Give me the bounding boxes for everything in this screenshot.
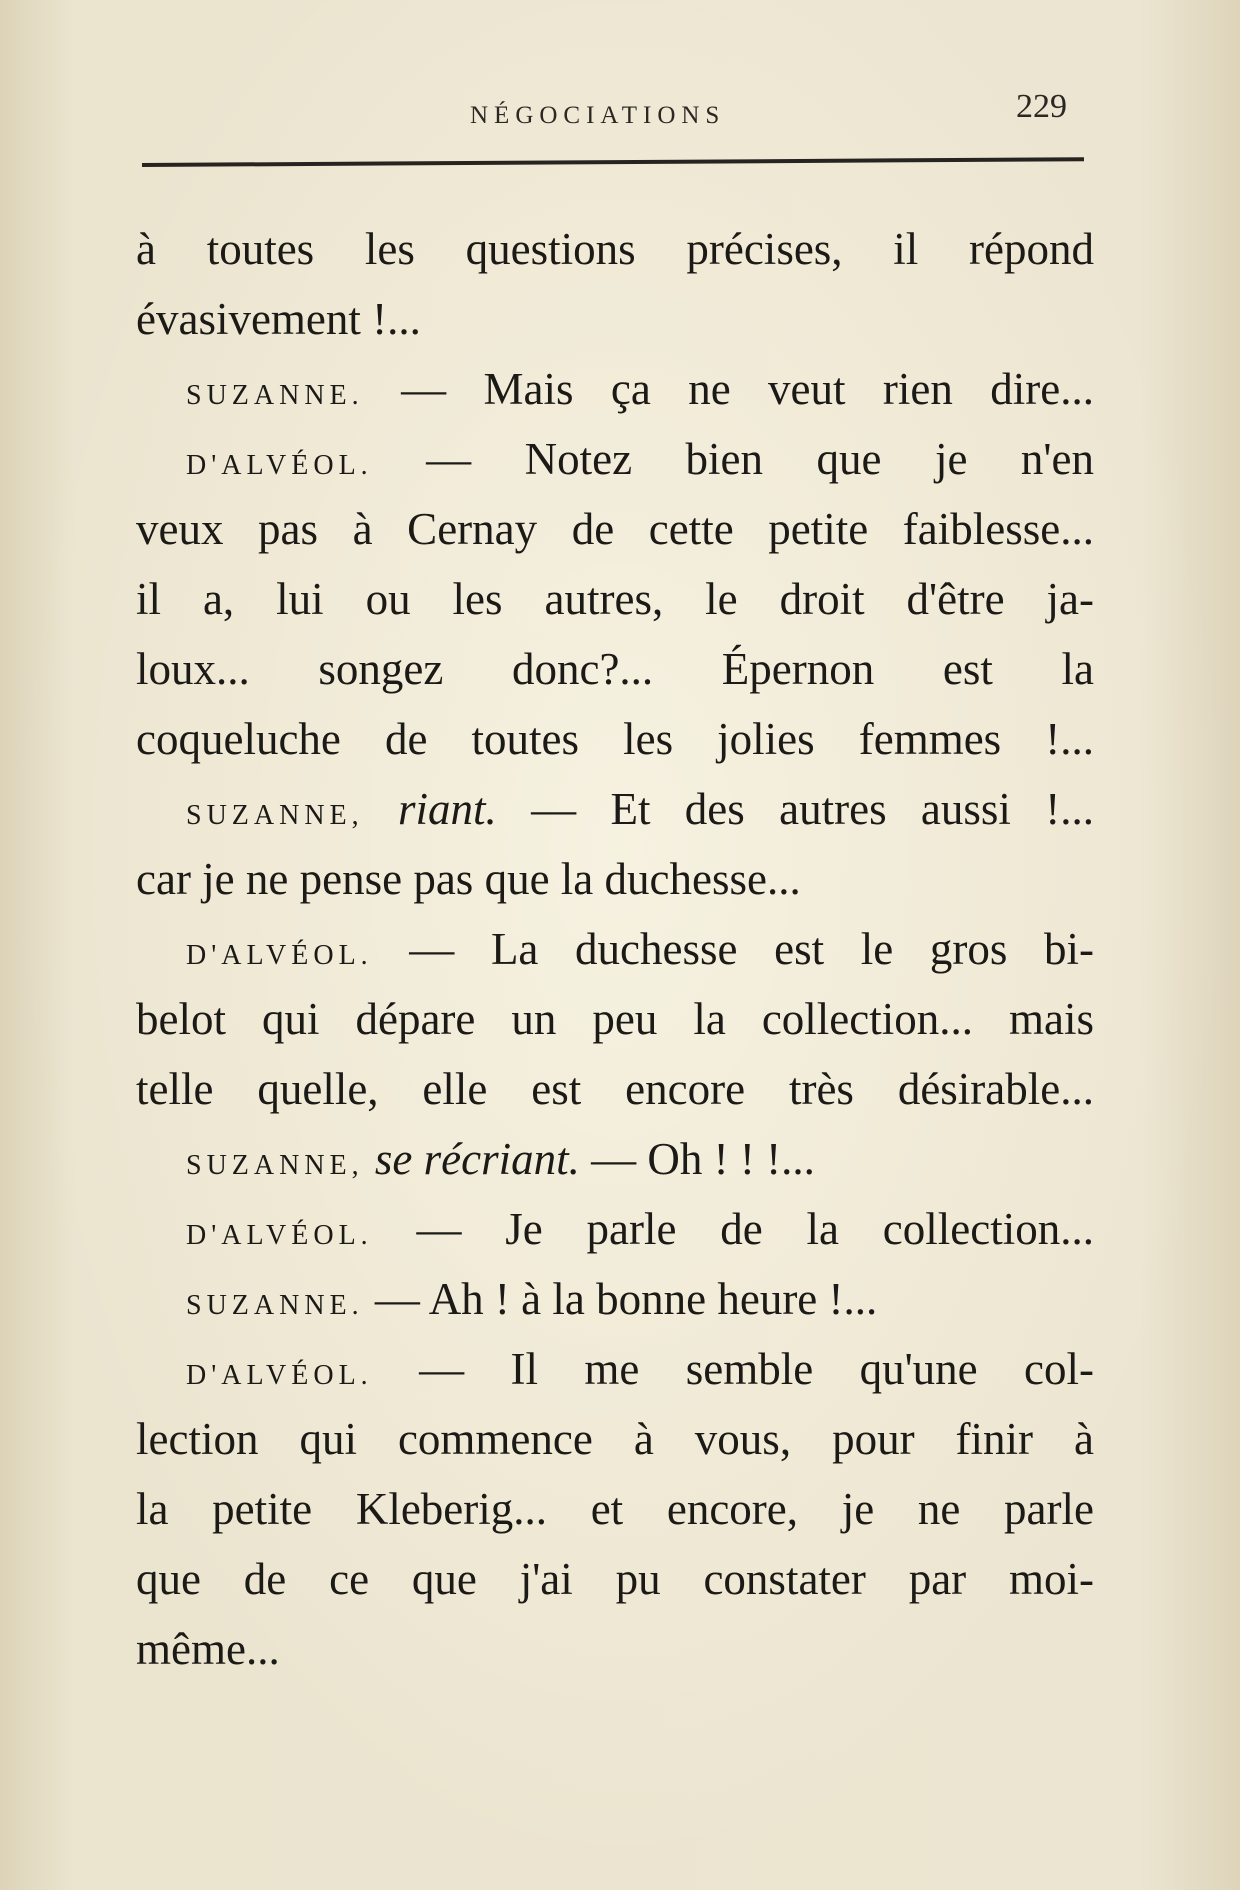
dialogue-line: D'ALVÉOL. — Notez bien que je n'en	[186, 434, 1094, 484]
speaker-name: D'ALVÉOL.	[186, 1220, 373, 1251]
speaker-name: SUZANNE,	[186, 800, 364, 831]
running-title: NÉGOCIATIONS	[470, 102, 726, 129]
text-line: car je ne pense pas que la duchesse...	[136, 854, 801, 904]
dialogue-line: D'ALVÉOL. — Je parle de la collection...	[186, 1204, 1094, 1254]
speaker-name: SUZANNE.	[186, 1290, 364, 1321]
speaker-name: SUZANNE,	[186, 1150, 364, 1181]
text-line: à toutes les questions précises, il répond	[136, 224, 1094, 274]
page-number: 229	[1016, 88, 1067, 125]
stage-direction: riant.	[398, 784, 497, 834]
stage-direction: se récriant.	[374, 1134, 580, 1184]
text-line: lection qui commence à vous, pour finir à	[136, 1414, 1094, 1464]
text-line: même...	[136, 1624, 280, 1674]
body-text	[136, 214, 1094, 1684]
speaker-name: SUZANNE.	[186, 380, 364, 411]
text-line: veux pas à Cernay de cette petite faiblesse...	[136, 504, 1094, 554]
speaker-name: D'ALVÉOL.	[186, 940, 373, 971]
dialogue-line: SUZANNE, se récriant. — Oh ! ! !...	[186, 1134, 815, 1184]
dialogue-line: SUZANNE. — Mais ça ne veut rien dire...	[186, 364, 1094, 414]
text-line: belot qui dépare un peu la collection... mais	[136, 994, 1094, 1044]
text-line: il a, lui ou les autres, le droit d'être ja-	[136, 574, 1094, 624]
dialogue-line: SUZANNE, riant. — Et des autres aussi !...	[186, 784, 1094, 834]
text-line: la petite Kleberig... et encore, je ne parle	[136, 1484, 1094, 1534]
text-line: évasivement !...	[136, 294, 421, 344]
text-line: coqueluche de toutes les jolies femmes !...	[136, 714, 1094, 764]
header-rule	[142, 157, 1084, 167]
speaker-name: D'ALVÉOL.	[186, 450, 373, 481]
dialogue-line: SUZANNE. — Ah ! à la bonne heure !...	[186, 1274, 878, 1324]
text-line: que de ce que j'ai pu constater par moi-	[136, 1554, 1094, 1604]
dialogue-line: D'ALVÉOL. — La duchesse est le gros bi-	[186, 924, 1094, 974]
speaker-name: D'ALVÉOL.	[186, 1360, 373, 1391]
text-line: telle quelle, elle est encore très désirable...	[136, 1064, 1094, 1114]
text-line: loux... songez donc?... Épernon est la	[136, 644, 1094, 694]
dialogue-line: D'ALVÉOL. — Il me semble qu'une col-	[186, 1344, 1094, 1394]
